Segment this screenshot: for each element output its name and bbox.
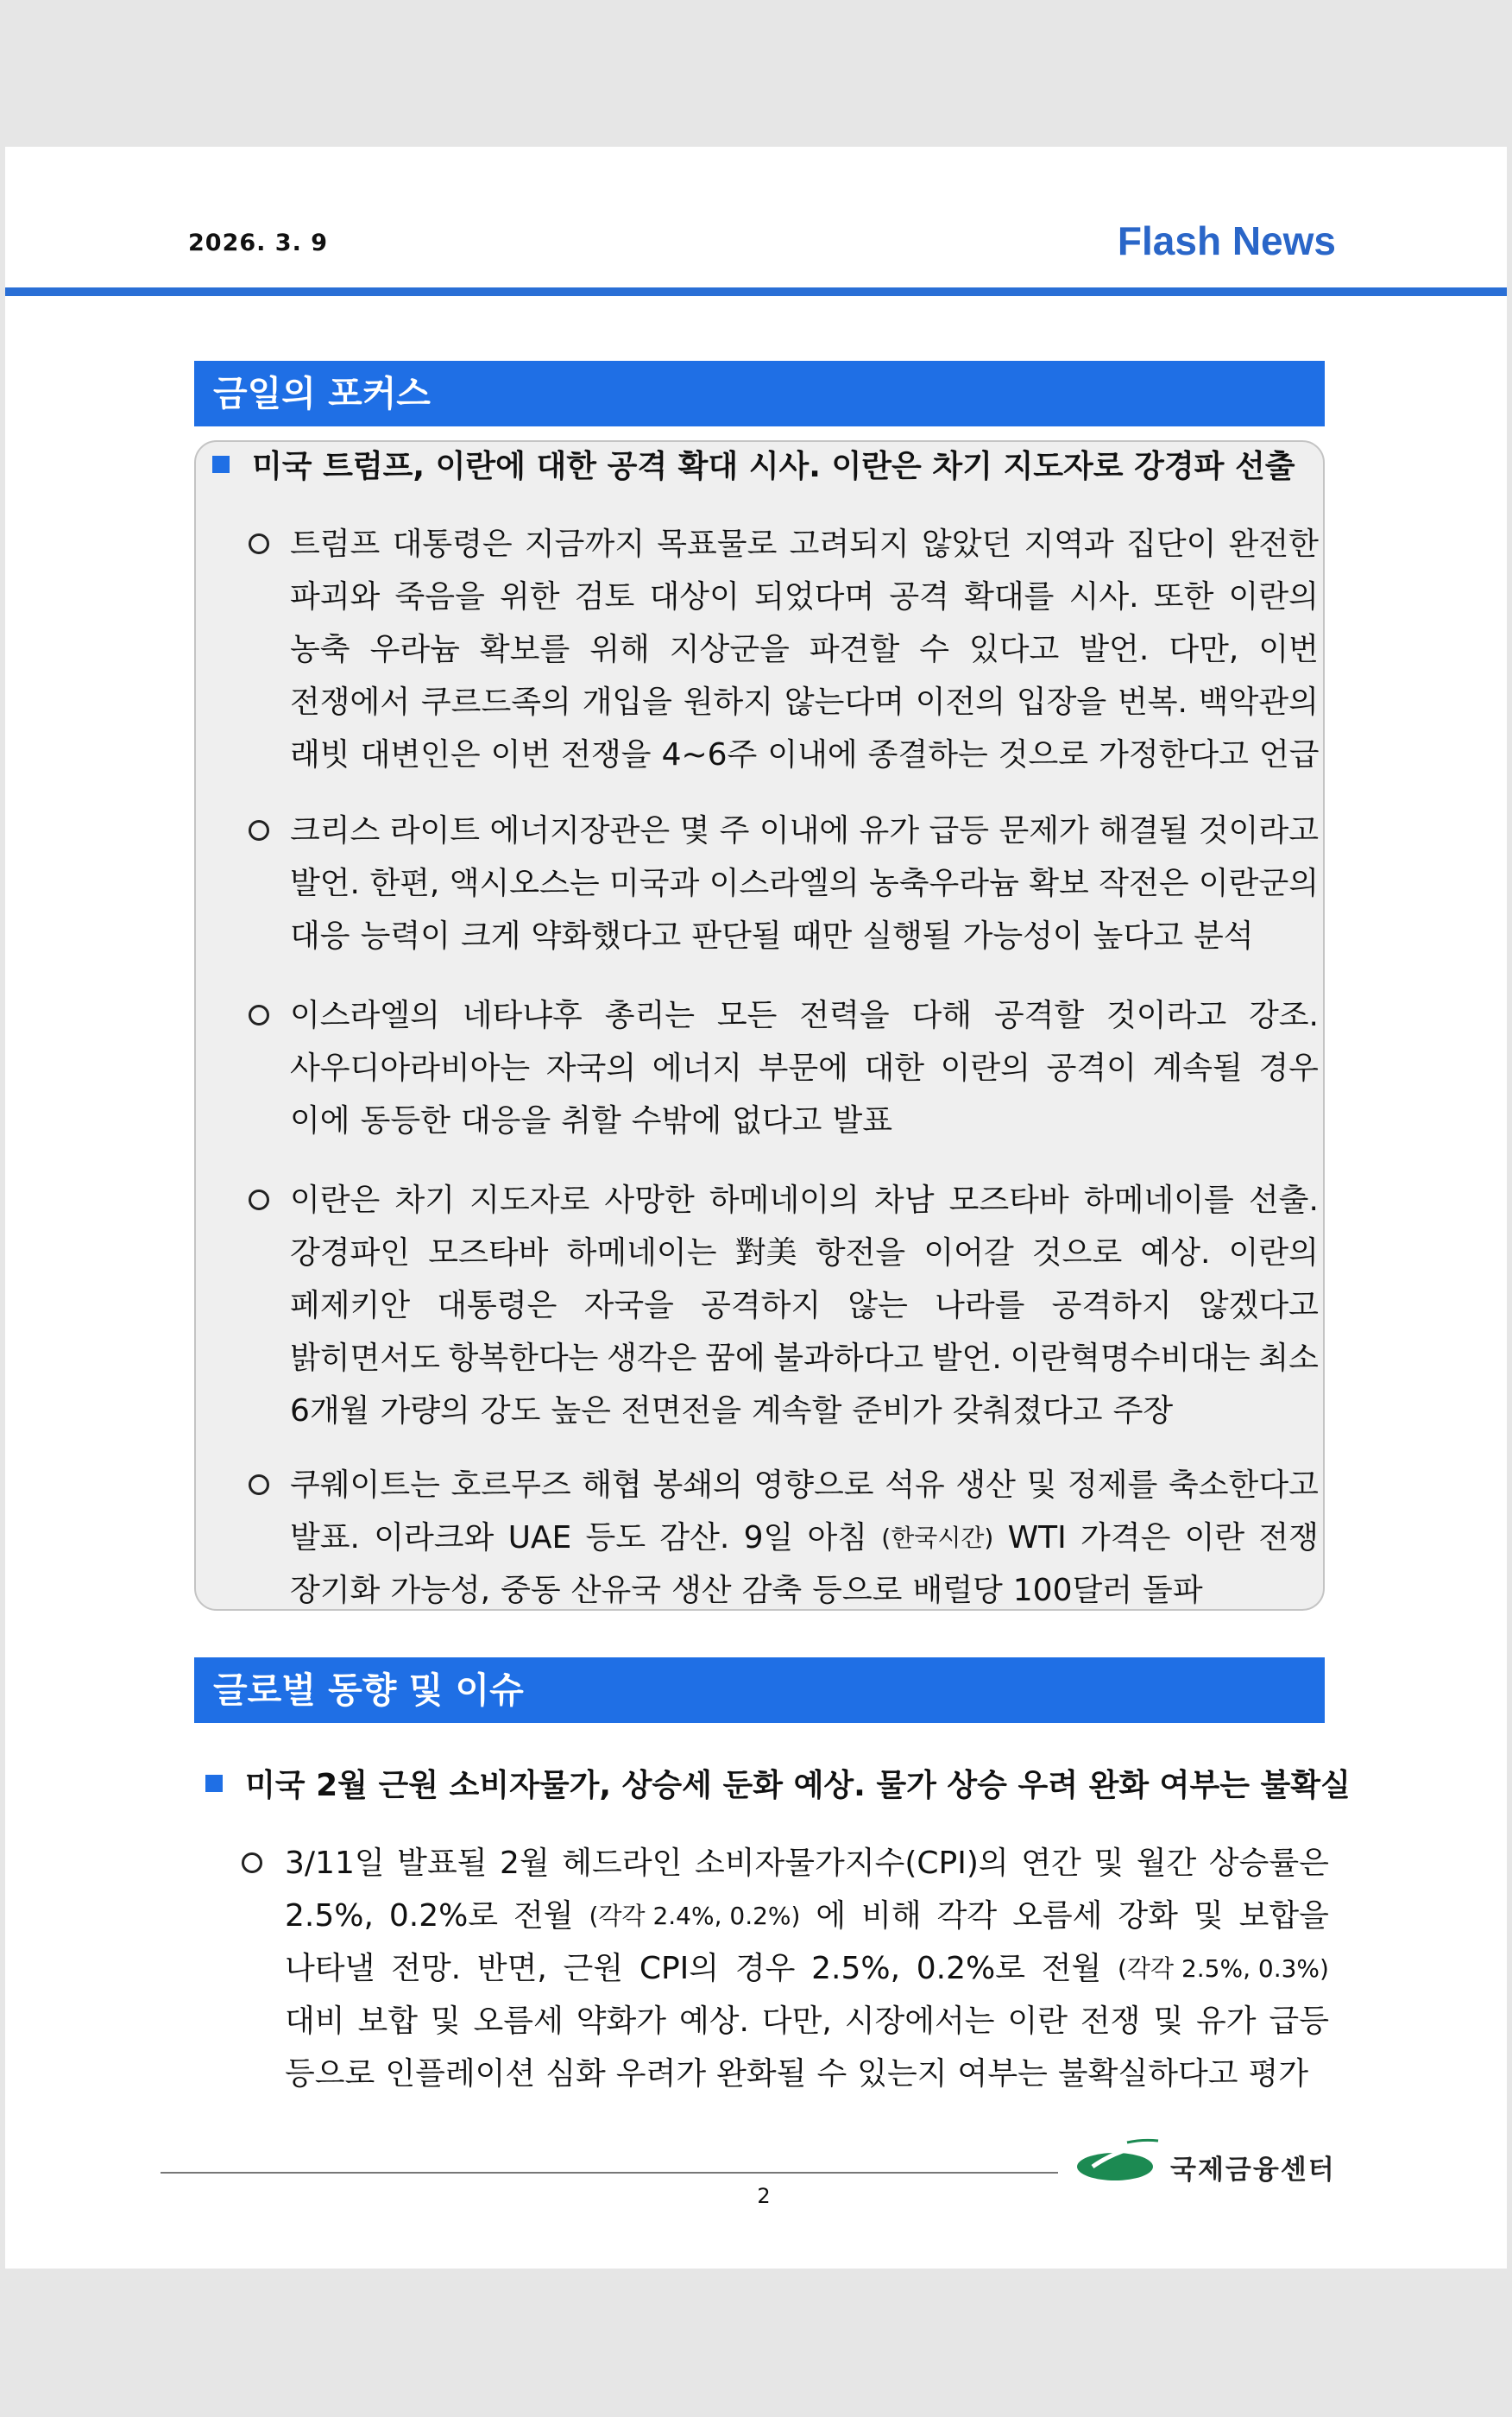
- word: 사망한: [604, 1183, 695, 1218]
- word: 생산: [955, 1467, 1016, 1503]
- word: 에: [816, 1898, 847, 1934]
- word: 대응: [290, 918, 350, 954]
- word: 오름세: [473, 2004, 564, 2039]
- word: 0.2%로: [388, 1898, 499, 1934]
- word: 감산.: [659, 1520, 730, 1556]
- word: 미국과: [609, 866, 700, 901]
- word: 이란의: [1228, 1235, 1319, 1271]
- word: 않는다며: [784, 685, 904, 720]
- word: 아침: [807, 1520, 868, 1556]
- word: 되었다며: [754, 579, 875, 615]
- word: 것으로: [1031, 1235, 1123, 1271]
- word: 배럴당: [912, 1573, 1003, 1608]
- word: 대변인은: [360, 737, 481, 773]
- word: 전력을: [799, 998, 890, 1033]
- word: 및: [1193, 1898, 1224, 1934]
- word: 수밖에: [631, 1103, 722, 1139]
- word: 네타냐후: [462, 998, 583, 1033]
- word: 최소: [1258, 1341, 1319, 1376]
- word: 에너지: [652, 1051, 743, 1086]
- word: 공격하지: [701, 1288, 822, 1323]
- word: 가능성,: [390, 1573, 491, 1608]
- word: 대통령은: [437, 1288, 558, 1323]
- word: 확보를: [479, 632, 570, 667]
- word: 원하지: [683, 685, 774, 720]
- word: 실행될: [862, 918, 953, 954]
- word: 다만,: [1169, 632, 1239, 667]
- paragraph-line: [290, 729, 1319, 781]
- word: UAE: [507, 1520, 572, 1556]
- word: 하메네이의: [709, 1183, 860, 1218]
- word: 헤드라인: [562, 1846, 683, 1881]
- paragraph-line: [290, 1459, 1319, 1511]
- word: 봉쇄의: [652, 1467, 743, 1503]
- word: 액시오스는: [449, 866, 600, 901]
- word: 하메네이를: [1083, 1183, 1234, 1218]
- circle-bullet-icon: [249, 820, 269, 841]
- word: 중동: [501, 1573, 561, 1608]
- paragraph-line: [290, 1332, 1319, 1385]
- word: 래빗: [290, 737, 350, 773]
- focus-headline: 미국 트럼프, 이란에 대한 공격 확대 시사. 이란은 차기 지도자로 강경파 선출: [212, 442, 1295, 486]
- word: 각각: [936, 1898, 998, 1934]
- word: 해결될: [1099, 813, 1189, 849]
- word: 생산: [671, 1573, 732, 1608]
- word: 때만: [791, 918, 853, 954]
- word: 평가: [1248, 2056, 1309, 2092]
- word: 대한: [864, 1051, 925, 1086]
- word: 가량의: [380, 1393, 470, 1429]
- word: 공격하지: [1051, 1288, 1172, 1323]
- word: 전월: [513, 1898, 574, 1934]
- word: 않는: [847, 1288, 908, 1323]
- word: 않았던: [921, 527, 1012, 562]
- org-logo-icon: [1075, 2137, 1162, 2186]
- paragraph-line: [290, 623, 1319, 676]
- word: 문제가: [999, 813, 1089, 849]
- word: 선출.: [1248, 1183, 1319, 1218]
- word: 자국의: [545, 1051, 637, 1086]
- circle-bullet-icon: [242, 1852, 262, 1873]
- word: 6개월: [290, 1393, 370, 1429]
- global-headline: 미국 2월 근원 소비자물가, 상승세 둔화 예상. 물가 상승 우려 완화 여부는 불확실: [205, 1761, 1351, 1805]
- word: 확대를: [964, 579, 1055, 615]
- word: 산유국: [570, 1573, 661, 1608]
- word: 지상군을: [669, 632, 790, 667]
- word: 페제키안: [290, 1288, 411, 1323]
- paragraph-line: [290, 1564, 1319, 1617]
- word: 높다고: [1093, 918, 1183, 954]
- word: 정제를: [1068, 1467, 1158, 1503]
- word: 꿈에: [705, 1341, 765, 1376]
- word: 감축: [741, 1573, 803, 1608]
- header-rule: [5, 287, 1507, 296]
- word: 모즈타바: [428, 1235, 549, 1271]
- word: 3/11일: [285, 1846, 385, 1881]
- word: 판단될: [691, 918, 782, 954]
- word: 집단이: [1126, 527, 1217, 562]
- word: 가정한다고: [1099, 737, 1249, 773]
- word: 검토: [574, 579, 635, 615]
- word: 발언.: [1079, 632, 1150, 667]
- report-date: 2026. 3. 9: [188, 230, 329, 256]
- word: 것으로: [998, 737, 1089, 773]
- paragraph-line: [285, 1837, 1329, 1890]
- word: 라이트: [389, 813, 481, 849]
- square-bullet-icon: [212, 456, 230, 473]
- word: CPI의: [639, 1951, 720, 1986]
- word: 가격은: [1080, 1520, 1171, 1556]
- word: 것이라고: [1106, 998, 1227, 1033]
- word: 밝히면서도: [290, 1341, 440, 1376]
- word: 모즈타바: [948, 1183, 1069, 1218]
- word: 있는지: [857, 2056, 948, 2092]
- word: 지도자로: [469, 1183, 590, 1218]
- word: 반면,: [476, 1951, 547, 1986]
- word: 없다고: [732, 1103, 822, 1139]
- word: 있다고: [969, 632, 1060, 667]
- word: 축소한다고: [1169, 1467, 1319, 1503]
- word: 시장에서는: [844, 2004, 995, 2039]
- word: 2.5%,: [811, 1951, 901, 1986]
- word: 크게: [460, 918, 521, 954]
- word: 준비가: [852, 1393, 942, 1429]
- word: 완화될: [716, 2056, 807, 2092]
- word: 전쟁에서: [290, 685, 411, 720]
- word: 하메네이는: [566, 1235, 717, 1271]
- word: 우라늄: [369, 632, 460, 667]
- word: 주장: [1112, 1393, 1174, 1429]
- section-title-focus: 금일의 포커스: [194, 361, 1325, 426]
- word: 전쟁: [1080, 2004, 1141, 2039]
- circle-bullet-icon: [249, 1190, 269, 1210]
- word: 이란: [1007, 2004, 1068, 2039]
- word: 돌파: [1143, 1573, 1203, 1608]
- word: 비해: [861, 1898, 922, 1934]
- paragraph-line: [290, 805, 1319, 857]
- word: 대통령은: [392, 527, 513, 562]
- word: 능력이: [360, 918, 450, 954]
- word: 발언.: [931, 1341, 1002, 1376]
- word: 예상.: [1140, 1235, 1211, 1271]
- word: 해협: [582, 1467, 642, 1503]
- word: 시사.: [1068, 579, 1139, 615]
- word: 에너지장관은: [489, 813, 671, 849]
- paragraph-line: [290, 1279, 1319, 1332]
- word: 수: [919, 632, 949, 667]
- word: 나라를: [935, 1288, 1025, 1323]
- word: 가능성이: [962, 918, 1083, 954]
- word: 크리스: [290, 813, 381, 849]
- word: 강화: [1118, 1898, 1178, 1934]
- word: 등도: [585, 1520, 646, 1556]
- word: 보합: [357, 2004, 418, 2039]
- word: 약화가: [576, 2004, 667, 2039]
- word: 전쟁을: [561, 737, 652, 773]
- word: 장기화: [290, 1573, 381, 1608]
- word: 및: [1153, 2004, 1184, 2039]
- word: 총리는: [604, 998, 696, 1033]
- paragraph-line: [290, 518, 1319, 571]
- word: 다만,: [761, 2004, 832, 2039]
- word: 공격할: [993, 998, 1085, 1033]
- word: 보합을: [1238, 1898, 1329, 1934]
- word: 약화했다고: [531, 918, 682, 954]
- word: 이란의: [940, 1051, 1030, 1086]
- word: 부문에: [758, 1051, 848, 1086]
- paragraph-line: [285, 1995, 1329, 2048]
- word: 이란은: [290, 1183, 381, 1218]
- word: 다해: [911, 998, 972, 1033]
- word: 심화: [545, 2056, 606, 2092]
- word: 우려가: [615, 2056, 707, 2092]
- word: 번복.: [1118, 685, 1188, 720]
- word: 목표물로: [657, 527, 778, 562]
- word: 불과하다고: [773, 1341, 924, 1376]
- paragraph-line: [290, 857, 1319, 910]
- word: 강조.: [1248, 998, 1319, 1033]
- word: 오름세: [1012, 1898, 1103, 1934]
- word: 공격이: [1046, 1051, 1137, 1086]
- paragraph-line: [290, 910, 1319, 962]
- word: 자국을: [583, 1288, 674, 1323]
- word: 항전을: [815, 1235, 906, 1271]
- circle-bullet-icon: [249, 1474, 269, 1495]
- word: 완전한: [1228, 527, 1319, 562]
- word: 개입을: [582, 685, 672, 720]
- word: 100달러: [1012, 1573, 1133, 1608]
- paragraph-line: [290, 1095, 1319, 1147]
- word: 상승률은: [1208, 1846, 1329, 1881]
- word: 대상이: [649, 579, 740, 615]
- footer-rule: [161, 2172, 1058, 2174]
- word: 소비자물가지수(CPI)의: [694, 1846, 1009, 1881]
- word: 및: [1026, 1467, 1057, 1503]
- section-title-global: 글로벌 동향 및 이슈: [194, 1657, 1325, 1723]
- word: WTI: [1007, 1520, 1067, 1556]
- word: 이란혁명수비대는: [1010, 1341, 1251, 1376]
- paragraph-line: [290, 1511, 1319, 1564]
- word: 파괴와: [290, 579, 381, 615]
- word: 계속할: [752, 1393, 842, 1429]
- word: 쿠웨이트는: [290, 1467, 440, 1503]
- word: 이어갈: [923, 1235, 1014, 1271]
- word: 것이라고: [1198, 813, 1319, 849]
- word: 계속될: [1152, 1051, 1243, 1086]
- paragraph-line: [290, 989, 1319, 1042]
- word: 입장을: [1016, 685, 1107, 720]
- word: 전망.: [391, 1951, 462, 1986]
- word: 고려되지: [789, 527, 910, 562]
- word: 0.2%로: [916, 1951, 1025, 1986]
- square-bullet-icon: [205, 1775, 223, 1792]
- brand-title: Flash News: [1117, 218, 1336, 263]
- word: 석유: [885, 1467, 945, 1503]
- word: 9일: [743, 1520, 794, 1556]
- word: 발언.: [290, 866, 360, 901]
- word: 한편,: [369, 866, 440, 901]
- word: 공격: [889, 579, 949, 615]
- word: 급등: [1269, 2004, 1329, 2039]
- word: 몇: [679, 813, 710, 849]
- word: 이번: [1258, 632, 1319, 667]
- word: 모든: [716, 998, 778, 1033]
- word: 높은: [551, 1393, 611, 1429]
- paragraph-line: [290, 1227, 1319, 1279]
- word: 이전의: [915, 685, 1006, 720]
- word: 갖춰졌다고: [952, 1393, 1103, 1429]
- word: 전면전을: [621, 1393, 742, 1429]
- word: 월간: [1136, 1846, 1197, 1881]
- paragraph-line: [290, 1042, 1319, 1095]
- word: 분석: [1194, 918, 1254, 954]
- word: 전월: [1041, 1951, 1102, 1986]
- word: 동등한: [360, 1103, 450, 1139]
- word: 급등: [929, 813, 990, 849]
- word: (각각 2.4%, 0.2%): [589, 1902, 801, 1930]
- word: 확보: [1029, 866, 1089, 901]
- word: 발표될: [397, 1846, 488, 1881]
- word: 이내에: [767, 737, 858, 773]
- word: 않겠다고: [1198, 1288, 1319, 1323]
- word: 생각은: [607, 1341, 697, 1376]
- word: 지금까지: [524, 527, 646, 562]
- word: 항복한다는: [448, 1341, 599, 1376]
- paragraph-line: [285, 1942, 1329, 1995]
- word: 강경파인: [290, 1235, 411, 1271]
- word: 대응을: [460, 1103, 551, 1139]
- word: 쿠르드족의: [420, 685, 571, 720]
- word: 농축: [290, 632, 350, 667]
- word: 이내에: [759, 813, 850, 849]
- word: 언급: [1258, 737, 1320, 773]
- org-name: 국제금융센터: [1170, 2155, 1336, 2186]
- word: 불확실하다고: [1057, 2056, 1238, 2092]
- word: 발표.: [290, 1520, 360, 1556]
- word: 이란: [1184, 1520, 1245, 1556]
- word: 영향으로: [753, 1467, 874, 1503]
- word: 파견할: [809, 632, 900, 667]
- word: 유가: [1195, 2004, 1257, 2039]
- word: (각각 2.5%, 0.3%): [1118, 1954, 1329, 1983]
- word: 인플레이션: [385, 2056, 536, 2092]
- word: 트럼프: [290, 527, 381, 562]
- word: 농축우라늄: [868, 866, 1019, 901]
- paragraph-line: [285, 2048, 1329, 2100]
- word: 對美: [734, 1235, 797, 1271]
- word: 이란군의: [1198, 866, 1319, 901]
- paragraph-line: [290, 676, 1319, 729]
- paragraph-line: [285, 1890, 1329, 1942]
- word: 연간: [1021, 1846, 1081, 1881]
- word: 및: [430, 2004, 461, 2039]
- word: 죽음을: [394, 579, 485, 615]
- word: 이번: [490, 737, 551, 773]
- circle-bullet-icon: [249, 533, 269, 554]
- word: 또한: [1153, 579, 1214, 615]
- word: 이란의: [1228, 579, 1319, 615]
- word: 호르무즈: [450, 1467, 571, 1503]
- word: 종결하는: [867, 737, 988, 773]
- word: 이스라엘의: [290, 998, 440, 1033]
- word: 대비: [285, 2004, 345, 2039]
- word: 위해: [589, 632, 650, 667]
- word: 취할: [561, 1103, 621, 1139]
- word: 수: [816, 2056, 847, 2092]
- paragraph-line: [290, 1174, 1319, 1227]
- word: 2월: [500, 1846, 550, 1881]
- word: 백악관의: [1198, 685, 1319, 720]
- word: 전쟁: [1258, 1520, 1319, 1556]
- word: 작전은: [1099, 866, 1189, 901]
- word: 경우: [734, 1951, 796, 1986]
- word: 경우: [1258, 1051, 1319, 1086]
- word: 여부는: [957, 2056, 1048, 2092]
- circle-bullet-icon: [249, 1005, 269, 1025]
- word: 위한: [500, 579, 560, 615]
- word: 이에: [290, 1103, 350, 1139]
- word: (한국시간): [881, 1524, 994, 1552]
- word: 사우디아라비아는: [290, 1051, 531, 1086]
- word: 주: [719, 813, 750, 849]
- paragraph-line: [290, 1385, 1319, 1437]
- word: 및: [1093, 1846, 1125, 1881]
- word: 지역과: [1024, 527, 1114, 562]
- word: 차남: [873, 1183, 935, 1218]
- word: 예상.: [678, 2004, 749, 2039]
- word: 이라크와: [374, 1520, 495, 1556]
- word: 2.5%,: [285, 1898, 374, 1934]
- word: 4~6주: [661, 737, 758, 773]
- page-number: 2: [757, 2184, 771, 2208]
- word: 유가: [859, 813, 920, 849]
- word: 등으로: [812, 1573, 903, 1608]
- paragraph-line: [290, 571, 1319, 623]
- word: 나타낼: [285, 1951, 375, 1986]
- word: 등으로: [285, 2056, 375, 2092]
- word: 발표: [832, 1103, 892, 1139]
- word: 이스라엘의: [709, 866, 860, 901]
- word: 강도: [480, 1393, 541, 1429]
- word: 차기: [394, 1183, 456, 1218]
- word: 근원: [563, 1951, 624, 1986]
